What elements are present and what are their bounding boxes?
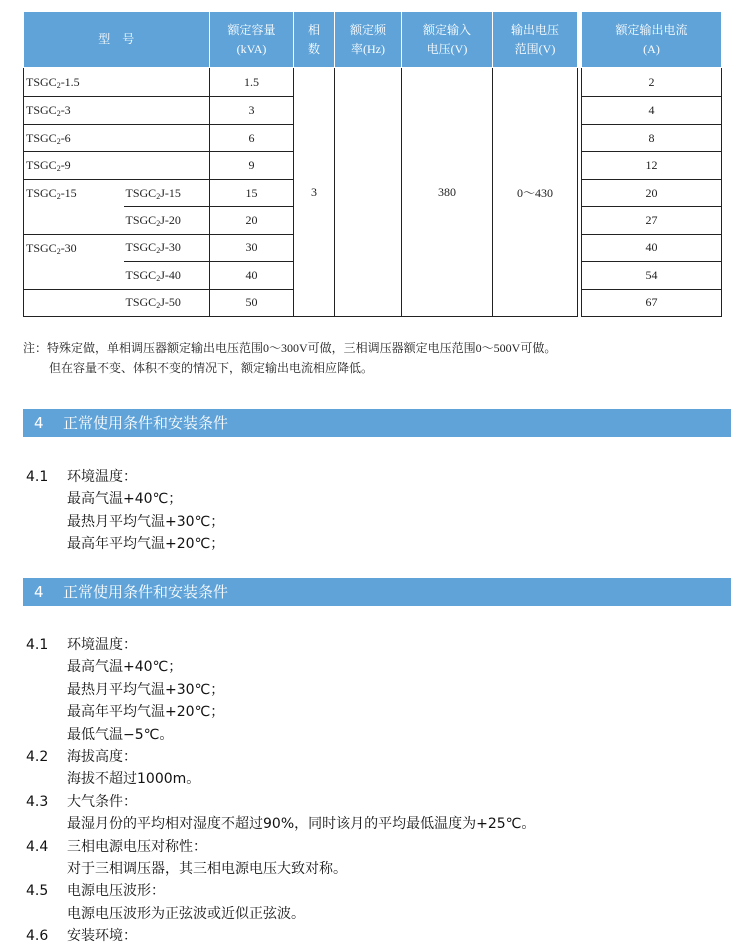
capacity-cell: 50 [210,289,294,316]
model-variant-cell [124,97,210,124]
phase-cell: 3 [294,68,335,317]
item-line: 最湿月份的平均相对湿度不超过90%，同时该月的平均最低温度为+25℃。 [67,816,536,833]
model-cell: $TSGC_2-6$ [24,124,124,151]
model-cell: $TSGC_2-9$ [24,152,124,179]
input-voltage-cell: 380 [402,68,493,317]
item-title: 电源电压波形： [67,883,165,900]
model-variant-cell: $TSGC_2J-50$ [124,289,210,316]
section-a-title: 正常使用条件和安装条件 [63,414,229,432]
model-cell: $TSGC_2-3$ [24,97,124,124]
item-line: 最热月平均气温+30℃； [67,513,225,530]
item-line: 海拔不超过1000m。 [67,771,201,788]
item-line: 电源电压波形为正弦波或近似正弦波。 [67,905,305,922]
model-cell [24,207,124,234]
model-cell [24,262,124,289]
list-item [26,634,535,656]
item-line: 最低气温−5℃。 [67,726,174,743]
section-b-number: 4 [34,583,44,601]
list-item [26,466,224,488]
output-current-cell: 4 [582,97,722,124]
header-frequency: 额定频 率(Hz) [335,12,402,68]
table-note [23,338,743,378]
header-output-current: 额定输出电流 (A) [582,12,722,68]
list-item [26,925,535,947]
model-cell [24,289,124,316]
header-model: 型 号 [24,12,210,68]
item-number: 4.3 [26,793,49,810]
model-cell: $TSGC_2-30$ [24,234,124,261]
item-line: 最高气温+40℃； [67,659,183,676]
item-line: 最热月平均气温+30℃； [67,681,225,698]
section-header-a [23,409,731,437]
capacity-cell: 20 [210,207,294,234]
section-a-list [26,466,224,556]
output-current-cell: 2 [582,68,722,97]
item-line: 最高年平均气温+20℃； [67,704,225,721]
table-header-row [24,12,722,68]
item-title: 大气条件： [67,793,137,810]
output-current-cell: 20 [582,179,722,206]
spec-table [23,11,722,317]
model-variant-cell [124,68,210,97]
model-variant-cell: $TSGC_2J-40$ [124,262,210,289]
model-variant-cell [124,152,210,179]
item-line: 最高气温+40℃； [67,491,183,508]
capacity-cell: 3 [210,97,294,124]
capacity-cell: 6 [210,124,294,151]
section-b-list [26,634,535,948]
section-a-number: 4 [34,414,44,432]
header-input-voltage: 额定输入 电压(V) [402,12,493,68]
header-capacity: 额定容量 (kVA) [210,12,294,68]
header-phase: 相 数 [294,12,335,68]
output-current-cell: 27 [582,207,722,234]
item-title: 海拔高度： [67,749,137,766]
item-line: 最高年平均气温+20℃； [67,536,225,553]
model-variant-cell: $TSGC_2J-30$ [124,234,210,261]
frequency-cell [335,68,402,317]
table-row [24,68,722,97]
item-line: 对于三相调压器，其三相电源电压大致对称。 [67,861,347,878]
item-title: 安装环境： [67,928,137,945]
item-number: 4.1 [26,637,49,653]
output-current-cell: 8 [582,124,722,151]
item-number: 4.4 [26,838,49,855]
header-output-voltage: 输出电压 范围(V) [493,12,578,68]
list-item [26,791,535,813]
item-number: 4.5 [26,883,49,900]
model-cell: $TSGC_2-15$ [24,179,124,206]
item-title: 环境温度： [67,469,137,485]
capacity-cell: 30 [210,234,294,261]
section-header-b [23,578,731,606]
capacity-cell: 1.5 [210,68,294,97]
model-cell: $TSGC_2-1.5$ [24,68,124,97]
model-variant-cell: $TSGC_2J-15$ [124,179,210,206]
capacity-cell: 15 [210,179,294,206]
item-number: 4.2 [26,749,49,766]
item-number: 4.1 [26,469,49,485]
item-title: 三相电源电压对称性： [67,838,207,855]
list-item [26,746,535,768]
output-current-cell: 12 [582,152,722,179]
item-title: 环境温度： [67,637,137,653]
output-current-cell: 54 [582,262,722,289]
note-line-2: 但在容量不变、体积不变的情况下，额定输出电流相应降低。 [49,361,374,375]
capacity-cell: 40 [210,262,294,289]
output-voltage-cell: 0～430 [493,68,578,317]
item-number: 4.6 [26,928,49,945]
note-line-1: 注：特殊定做，单相调压器额定输出电压范围0～300V可做，三相调压器额定电压范围0～500V可做。 [23,341,557,355]
capacity-cell: 9 [210,152,294,179]
list-item [26,836,535,858]
model-variant-cell [124,124,210,151]
output-current-cell: 40 [582,234,722,261]
list-item [26,880,535,902]
section-b-title: 正常使用条件和安装条件 [63,583,229,601]
output-current-cell: 67 [582,289,722,316]
model-variant-cell: $TSGC_2J-20$ [124,207,210,234]
